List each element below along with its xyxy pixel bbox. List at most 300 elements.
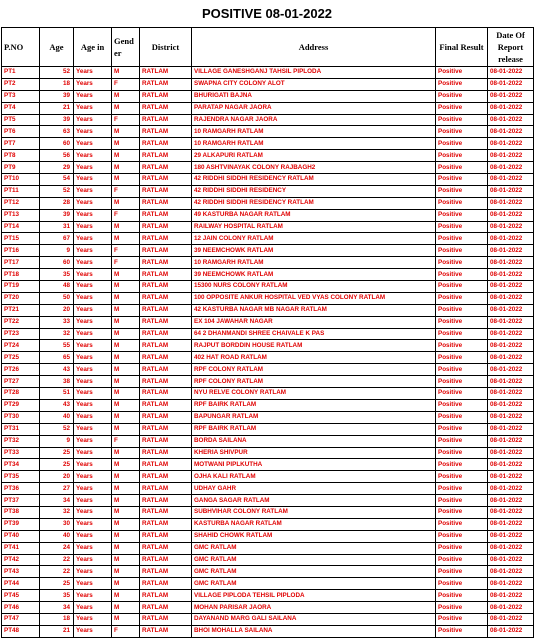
cell-report-date: 08-01-2022 xyxy=(488,174,534,186)
cell-pno: PT16 xyxy=(2,245,40,257)
cell-district: RATLAM xyxy=(140,221,192,233)
cell-gender: M xyxy=(112,138,140,150)
cell-age-in: Years xyxy=(74,328,112,340)
table-row xyxy=(2,197,534,209)
cell-address: GMC RATLAM xyxy=(192,578,436,590)
cell-address: PARATAP NAGAR JAORA xyxy=(192,102,436,114)
table-row xyxy=(2,376,534,388)
cell-age-in: Years xyxy=(74,506,112,518)
cell-age-in: Years xyxy=(74,625,112,637)
cell-address: GANGA SAGAR RATLAM xyxy=(192,495,436,507)
cell-age-in: Years xyxy=(74,518,112,530)
cell-address: 64 2 DHANMANDI SHREE CHAIVALE K PAS xyxy=(192,328,436,340)
cell-age: 43 xyxy=(40,399,74,411)
cell-address: 10 RAMGARH RATLAM xyxy=(192,257,436,269)
cell-pno: PT42 xyxy=(2,554,40,566)
cell-pno: PT5 xyxy=(2,114,40,126)
cell-age: 33 xyxy=(40,316,74,328)
cell-district: RATLAM xyxy=(140,483,192,495)
cell-final-result: Positive xyxy=(436,590,488,602)
table-row xyxy=(2,78,534,90)
cell-age-in: Years xyxy=(74,340,112,352)
cell-pno: PT24 xyxy=(2,340,40,352)
table-row xyxy=(2,435,534,447)
cell-age-in: Years xyxy=(74,364,112,376)
cell-final-result: Positive xyxy=(436,78,488,90)
table-row xyxy=(2,566,534,578)
header-final-result: Final Result xyxy=(436,28,488,67)
table-row xyxy=(2,590,534,602)
cell-district: RATLAM xyxy=(140,411,192,423)
cell-report-date: 08-01-2022 xyxy=(488,269,534,281)
cell-pno: PT15 xyxy=(2,233,40,245)
cell-age-in: Years xyxy=(74,126,112,138)
cell-pno: PT13 xyxy=(2,209,40,221)
cell-district: RATLAM xyxy=(140,209,192,221)
cell-district: RATLAM xyxy=(140,269,192,281)
cell-age-in: Years xyxy=(74,78,112,90)
cell-district: RATLAM xyxy=(140,174,192,186)
table-row xyxy=(2,411,534,423)
cell-address: 10 RAMGARH RATLAM xyxy=(192,138,436,150)
cell-address: BHURIGATI BAJNA xyxy=(192,90,436,102)
cell-age: 25 xyxy=(40,459,74,471)
header-pno: P.NO xyxy=(2,28,40,67)
cell-age: 32 xyxy=(40,506,74,518)
cell-address: 15300 NURS COLONY RATLAM xyxy=(192,281,436,293)
cell-final-result: Positive xyxy=(436,471,488,483)
cell-final-result: Positive xyxy=(436,399,488,411)
cell-report-date: 08-01-2022 xyxy=(488,530,534,542)
cell-district: RATLAM xyxy=(140,423,192,435)
positive-cases-table xyxy=(1,27,534,638)
cell-age-in: Years xyxy=(74,292,112,304)
table-row xyxy=(2,459,534,471)
cell-gender: F xyxy=(112,245,140,257)
cell-pno: PT6 xyxy=(2,126,40,138)
cell-pno: PT31 xyxy=(2,423,40,435)
cell-district: RATLAM xyxy=(140,292,192,304)
cell-final-result: Positive xyxy=(436,292,488,304)
cell-age-in: Years xyxy=(74,554,112,566)
table-row xyxy=(2,281,534,293)
cell-address: RPF COLONY RATLAM xyxy=(192,364,436,376)
cell-address: VILLAGE PIPLODA TEHSIL PIPLODA xyxy=(192,590,436,602)
cell-report-date: 08-01-2022 xyxy=(488,292,534,304)
cell-age-in: Years xyxy=(74,495,112,507)
cell-report-date: 08-01-2022 xyxy=(488,90,534,102)
cell-gender: M xyxy=(112,174,140,186)
cell-age: 28 xyxy=(40,197,74,209)
cell-pno: PT47 xyxy=(2,613,40,625)
cell-district: RATLAM xyxy=(140,185,192,197)
table-row xyxy=(2,340,534,352)
cell-district: RATLAM xyxy=(140,352,192,364)
cell-gender: F xyxy=(112,257,140,269)
cell-pno: PT7 xyxy=(2,138,40,150)
cell-age: 21 xyxy=(40,625,74,637)
table-row xyxy=(2,554,534,566)
cell-age-in: Years xyxy=(74,233,112,245)
cell-report-date: 08-01-2022 xyxy=(488,78,534,90)
table-row xyxy=(2,209,534,221)
cell-gender: M xyxy=(112,530,140,542)
cell-report-date: 08-01-2022 xyxy=(488,138,534,150)
cell-report-date: 08-01-2022 xyxy=(488,233,534,245)
cell-pno: PT25 xyxy=(2,352,40,364)
cell-final-result: Positive xyxy=(436,495,488,507)
cell-gender: M xyxy=(112,399,140,411)
cell-gender: M xyxy=(112,102,140,114)
cell-age: 65 xyxy=(40,352,74,364)
cell-age: 35 xyxy=(40,269,74,281)
cell-age: 39 xyxy=(40,90,74,102)
cell-gender: F xyxy=(112,78,140,90)
page-title: POSITIVE 08-01-2022 xyxy=(201,6,333,21)
table-row xyxy=(2,518,534,530)
cell-age: 18 xyxy=(40,613,74,625)
cell-pno: PT12 xyxy=(2,197,40,209)
cell-address: UDHAY GAHR xyxy=(192,483,436,495)
cell-pno: PT46 xyxy=(2,602,40,614)
cell-pno: PT21 xyxy=(2,304,40,316)
cell-age-in: Years xyxy=(74,542,112,554)
cell-report-date: 08-01-2022 xyxy=(488,578,534,590)
cell-age: 29 xyxy=(40,162,74,174)
cell-address: MOHAN PARISAR JAORA xyxy=(192,602,436,614)
table-row xyxy=(2,578,534,590)
cell-gender: F xyxy=(112,435,140,447)
cell-age: 25 xyxy=(40,447,74,459)
cell-age: 21 xyxy=(40,102,74,114)
cell-gender: M xyxy=(112,304,140,316)
cell-gender: M xyxy=(112,388,140,400)
cell-report-date: 08-01-2022 xyxy=(488,602,534,614)
cell-gender: M xyxy=(112,90,140,102)
cell-age: 38 xyxy=(40,376,74,388)
cell-report-date: 08-01-2022 xyxy=(488,399,534,411)
cell-age: 52 xyxy=(40,67,74,79)
table-row xyxy=(2,257,534,269)
cell-age-in: Years xyxy=(74,269,112,281)
cell-gender: M xyxy=(112,364,140,376)
cell-pno: PT9 xyxy=(2,162,40,174)
cell-final-result: Positive xyxy=(436,530,488,542)
cell-address: RPF COLONY RATLAM xyxy=(192,376,436,388)
cell-report-date: 08-01-2022 xyxy=(488,376,534,388)
cell-gender: M xyxy=(112,411,140,423)
table-row xyxy=(2,542,534,554)
cell-address: 42 RIDDHI SIDDHI RESIDENCY xyxy=(192,185,436,197)
table-row xyxy=(2,245,534,257)
cell-final-result: Positive xyxy=(436,435,488,447)
cell-pno: PT33 xyxy=(2,447,40,459)
cell-report-date: 08-01-2022 xyxy=(488,364,534,376)
cell-report-date: 08-01-2022 xyxy=(488,257,534,269)
cell-report-date: 08-01-2022 xyxy=(488,447,534,459)
cell-district: RATLAM xyxy=(140,602,192,614)
cell-district: RATLAM xyxy=(140,90,192,102)
cell-final-result: Positive xyxy=(436,257,488,269)
cell-pno: PT35 xyxy=(2,471,40,483)
cell-final-result: Positive xyxy=(436,316,488,328)
cell-gender: M xyxy=(112,483,140,495)
header-age: Age xyxy=(40,28,74,67)
table-row xyxy=(2,126,534,138)
cell-report-date: 08-01-2022 xyxy=(488,328,534,340)
cell-final-result: Positive xyxy=(436,364,488,376)
cell-gender: M xyxy=(112,554,140,566)
cell-gender: M xyxy=(112,221,140,233)
table-row xyxy=(2,352,534,364)
cell-final-result: Positive xyxy=(436,221,488,233)
table-row xyxy=(2,388,534,400)
cell-age: 25 xyxy=(40,578,74,590)
table-row xyxy=(2,625,534,637)
cell-age: 60 xyxy=(40,257,74,269)
cell-address: 39 NEEMCHOWK RATLAM xyxy=(192,269,436,281)
cell-final-result: Positive xyxy=(436,352,488,364)
cell-age-in: Years xyxy=(74,138,112,150)
cell-gender: M xyxy=(112,506,140,518)
cell-gender: M xyxy=(112,447,140,459)
cell-pno: PT30 xyxy=(2,411,40,423)
header-row xyxy=(2,28,534,67)
cell-report-date: 08-01-2022 xyxy=(488,150,534,162)
cell-final-result: Positive xyxy=(436,518,488,530)
cell-district: RATLAM xyxy=(140,625,192,637)
cell-final-result: Positive xyxy=(436,483,488,495)
cell-address: RPF BAIRK RATLAM xyxy=(192,399,436,411)
cell-age: 39 xyxy=(40,114,74,126)
cell-age: 43 xyxy=(40,364,74,376)
cell-address: 49 KASTURBA NAGAR RATLAM xyxy=(192,209,436,221)
cell-district: RATLAM xyxy=(140,138,192,150)
cell-pno: PT41 xyxy=(2,542,40,554)
cell-district: RATLAM xyxy=(140,245,192,257)
cell-final-result: Positive xyxy=(436,304,488,316)
cell-district: RATLAM xyxy=(140,114,192,126)
cell-address: 402 HAT ROAD RATLAM xyxy=(192,352,436,364)
cell-report-date: 08-01-2022 xyxy=(488,459,534,471)
cell-address: VILLAGE GANESHGANJ TAHSIL PIPLODA xyxy=(192,67,436,79)
cell-address: 180 ASHTVINAYAK COLONY RAJBAGH2 xyxy=(192,162,436,174)
cell-report-date: 08-01-2022 xyxy=(488,352,534,364)
cell-district: RATLAM xyxy=(140,447,192,459)
cell-pno: PT10 xyxy=(2,174,40,186)
cell-final-result: Positive xyxy=(436,423,488,435)
table-row xyxy=(2,138,534,150)
cell-district: RATLAM xyxy=(140,459,192,471)
cell-final-result: Positive xyxy=(436,506,488,518)
table-row xyxy=(2,114,534,126)
cell-age: 20 xyxy=(40,471,74,483)
cell-final-result: Positive xyxy=(436,376,488,388)
cell-report-date: 08-01-2022 xyxy=(488,435,534,447)
cell-district: RATLAM xyxy=(140,506,192,518)
cell-district: RATLAM xyxy=(140,399,192,411)
cell-pno: PT17 xyxy=(2,257,40,269)
cell-address: KHERIA SHIVPUR xyxy=(192,447,436,459)
cell-age: 67 xyxy=(40,233,74,245)
cell-address: 42 RIDDHI SIDDHI RESIDENCY RATLAM xyxy=(192,174,436,186)
cell-gender: M xyxy=(112,328,140,340)
table-row xyxy=(2,67,534,79)
cell-district: RATLAM xyxy=(140,376,192,388)
cell-pno: PT40 xyxy=(2,530,40,542)
cell-gender: M xyxy=(112,423,140,435)
cell-pno: PT45 xyxy=(2,590,40,602)
cell-pno: PT26 xyxy=(2,364,40,376)
cell-age-in: Years xyxy=(74,399,112,411)
table-row xyxy=(2,423,534,435)
cell-pno: PT27 xyxy=(2,376,40,388)
table-row xyxy=(2,495,534,507)
cell-district: RATLAM xyxy=(140,554,192,566)
cell-report-date: 08-01-2022 xyxy=(488,304,534,316)
cell-final-result: Positive xyxy=(436,269,488,281)
cell-final-result: Positive xyxy=(436,411,488,423)
cell-gender: M xyxy=(112,269,140,281)
cell-district: RATLAM xyxy=(140,328,192,340)
cell-gender: M xyxy=(112,281,140,293)
table-row xyxy=(2,506,534,518)
cell-district: RATLAM xyxy=(140,435,192,447)
cell-pno: PT23 xyxy=(2,328,40,340)
cell-report-date: 08-01-2022 xyxy=(488,542,534,554)
cell-district: RATLAM xyxy=(140,150,192,162)
table-row xyxy=(2,364,534,376)
cell-address: SUBHVIHAR COLONY RATLAM xyxy=(192,506,436,518)
cell-age-in: Years xyxy=(74,613,112,625)
cell-address: SHAHID CHOWK RATLAM xyxy=(192,530,436,542)
cell-district: RATLAM xyxy=(140,78,192,90)
cell-report-date: 08-01-2022 xyxy=(488,245,534,257)
cell-age: 22 xyxy=(40,566,74,578)
cell-age-in: Years xyxy=(74,423,112,435)
cell-pno: PT1 xyxy=(2,67,40,79)
cell-address: 42 KASTURBA NAGAR MB NAGAR RATLAM xyxy=(192,304,436,316)
table-row xyxy=(2,174,534,186)
cell-pno: PT48 xyxy=(2,625,40,637)
cell-final-result: Positive xyxy=(436,209,488,221)
cell-address: NYU RELVE COLONY RATLAM xyxy=(192,388,436,400)
cell-pno: PT43 xyxy=(2,566,40,578)
cell-pno: PT36 xyxy=(2,483,40,495)
cell-pno: PT39 xyxy=(2,518,40,530)
cell-final-result: Positive xyxy=(436,245,488,257)
cell-address: 100 OPPOSITE ANKUR HOSPITAL VED VYAS COLONY RATLAM xyxy=(192,292,436,304)
cell-age-in: Years xyxy=(74,245,112,257)
cell-district: RATLAM xyxy=(140,281,192,293)
cell-gender: M xyxy=(112,613,140,625)
cell-age-in: Years xyxy=(74,435,112,447)
cell-address: RAILWAY HOSPITAL RATLAM xyxy=(192,221,436,233)
cell-final-result: Positive xyxy=(436,90,488,102)
cell-district: RATLAM xyxy=(140,530,192,542)
cell-gender: M xyxy=(112,590,140,602)
cell-report-date: 08-01-2022 xyxy=(488,102,534,114)
cell-final-result: Positive xyxy=(436,185,488,197)
cell-age-in: Years xyxy=(74,352,112,364)
cell-gender: M xyxy=(112,340,140,352)
cell-age-in: Years xyxy=(74,566,112,578)
cell-pno: PT2 xyxy=(2,78,40,90)
cell-gender: M xyxy=(112,578,140,590)
cell-age-in: Years xyxy=(74,530,112,542)
cell-age: 20 xyxy=(40,304,74,316)
cell-report-date: 08-01-2022 xyxy=(488,67,534,79)
cell-final-result: Positive xyxy=(436,162,488,174)
cell-district: RATLAM xyxy=(140,340,192,352)
cell-final-result: Positive xyxy=(436,102,488,114)
cell-address: GMC RATLAM xyxy=(192,554,436,566)
cell-final-result: Positive xyxy=(436,578,488,590)
cell-final-result: Positive xyxy=(436,340,488,352)
cell-final-result: Positive xyxy=(436,328,488,340)
cell-age-in: Years xyxy=(74,447,112,459)
cell-pno: PT8 xyxy=(2,150,40,162)
cell-final-result: Positive xyxy=(436,625,488,637)
cell-pno: PT14 xyxy=(2,221,40,233)
cell-report-date: 08-01-2022 xyxy=(488,185,534,197)
cell-report-date: 08-01-2022 xyxy=(488,281,534,293)
table-row xyxy=(2,328,534,340)
cell-district: RATLAM xyxy=(140,67,192,79)
cell-gender: M xyxy=(112,233,140,245)
cell-gender: M xyxy=(112,67,140,79)
cell-address: BHOI MOHALLA SAILANA xyxy=(192,625,436,637)
cell-report-date: 08-01-2022 xyxy=(488,126,534,138)
header-age-in: Age in xyxy=(74,28,112,67)
cell-report-date: 08-01-2022 xyxy=(488,340,534,352)
cell-age: 22 xyxy=(40,554,74,566)
cell-age: 55 xyxy=(40,340,74,352)
cell-age-in: Years xyxy=(74,221,112,233)
table-row xyxy=(2,102,534,114)
cell-address: RAJENDRA NAGAR JAORA xyxy=(192,114,436,126)
cell-report-date: 08-01-2022 xyxy=(488,221,534,233)
cell-district: RATLAM xyxy=(140,233,192,245)
cell-pno: PT29 xyxy=(2,399,40,411)
table-row xyxy=(2,221,534,233)
cell-address: BAPUNGAR RATLAM xyxy=(192,411,436,423)
table-row xyxy=(2,150,534,162)
table-row xyxy=(2,185,534,197)
cell-age-in: Years xyxy=(74,102,112,114)
cell-gender: M xyxy=(112,162,140,174)
cell-age: 27 xyxy=(40,483,74,495)
cell-age-in: Years xyxy=(74,459,112,471)
cell-gender: M xyxy=(112,197,140,209)
cell-pno: PT28 xyxy=(2,388,40,400)
cell-final-result: Positive xyxy=(436,613,488,625)
cell-gender: M xyxy=(112,126,140,138)
cell-age-in: Years xyxy=(74,316,112,328)
cell-address: GMC RATLAM xyxy=(192,566,436,578)
cell-age: 9 xyxy=(40,245,74,257)
cell-age-in: Years xyxy=(74,590,112,602)
cell-age-in: Years xyxy=(74,257,112,269)
cell-age: 52 xyxy=(40,423,74,435)
cell-address: KASTURBA NAGAR RATLAM xyxy=(192,518,436,530)
cell-district: RATLAM xyxy=(140,162,192,174)
cell-age: 40 xyxy=(40,530,74,542)
cell-report-date: 08-01-2022 xyxy=(488,388,534,400)
cell-address: MOTWANI PIPLKUTHA xyxy=(192,459,436,471)
cell-age-in: Years xyxy=(74,304,112,316)
table-row xyxy=(2,304,534,316)
